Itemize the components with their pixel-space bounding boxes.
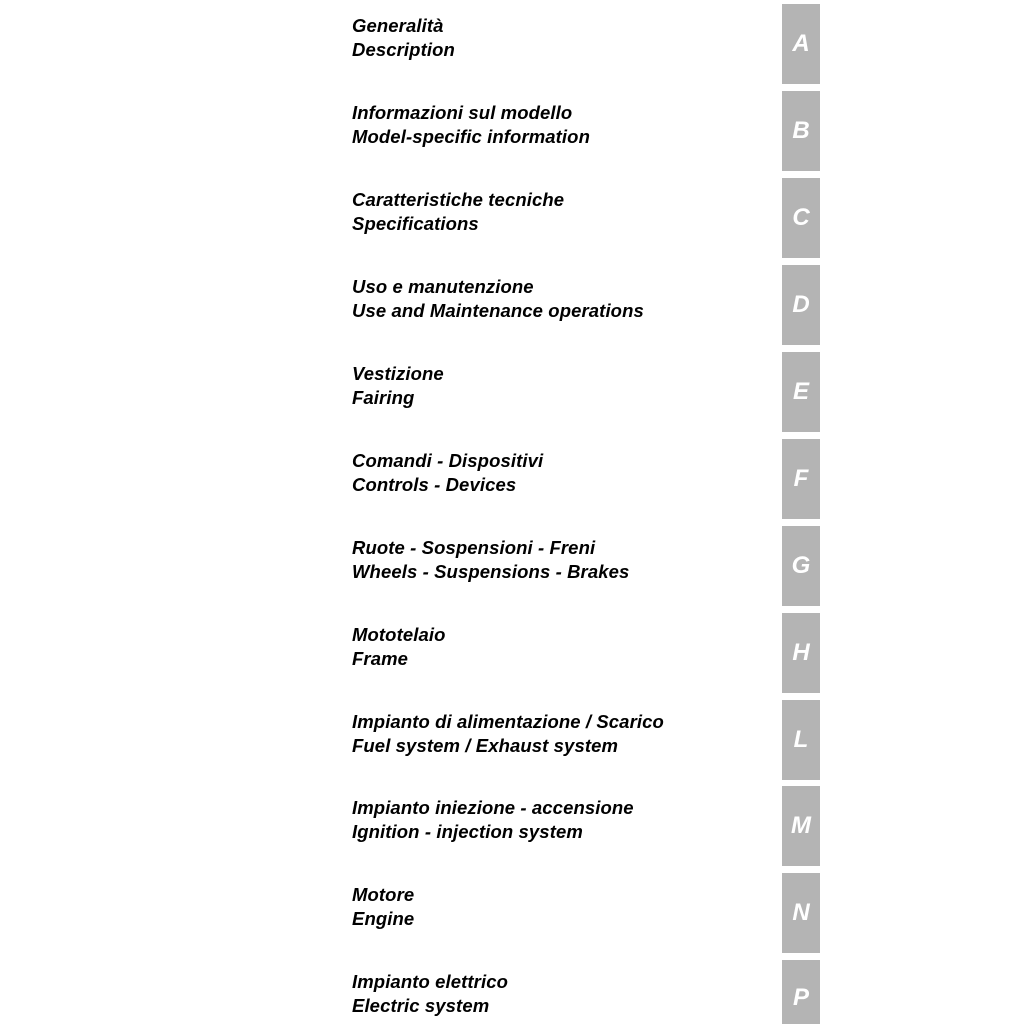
toc-entry-text: [352, 970, 762, 1018]
toc-entry-d: [0, 265, 1024, 345]
section-tab-letter: E: [792, 378, 809, 405]
section-title-english: Wheels - Suspensions - Brakes: [352, 561, 630, 582]
section-title-italian: Motore: [352, 884, 415, 905]
section-title-english: Controls - Devices: [352, 474, 517, 495]
section-tab-letter: F: [793, 465, 809, 492]
section-title-italian: Mototelaio: [352, 624, 446, 645]
section-tab-letter: L: [793, 726, 809, 753]
section-title-italian: Uso e manutenzione: [352, 276, 534, 297]
toc-entry-text: [352, 883, 762, 931]
toc-entry-text: [352, 101, 762, 149]
toc-entry-text: [352, 362, 762, 410]
section-title-english: Specifications: [352, 213, 479, 234]
section-title-english: Engine: [352, 908, 415, 929]
section-title-italian: Vestizione: [352, 363, 444, 384]
section-tab-f[interactable]: [782, 439, 820, 519]
toc-entry-n: [0, 873, 1024, 953]
section-title-english: Description: [352, 39, 455, 60]
section-tab-n[interactable]: [782, 873, 820, 953]
section-tab-letter: H: [792, 639, 810, 666]
section-tab-c[interactable]: [782, 178, 820, 258]
section-tab-m[interactable]: [782, 786, 820, 866]
toc-entry-c: [0, 178, 1024, 258]
section-title-english: Fairing: [352, 387, 415, 408]
section-title-italian: Impianto elettrico: [352, 971, 508, 992]
toc-entry-text: [352, 14, 762, 62]
section-title-italian: Generalità: [352, 15, 444, 36]
section-tab-g[interactable]: [782, 526, 820, 606]
section-tab-letter: N: [792, 899, 810, 926]
toc-entry-a: [0, 4, 1024, 84]
toc-entry-text: [352, 188, 762, 236]
section-title-english: Electric system: [352, 995, 490, 1016]
toc-entry-text: [352, 710, 762, 758]
section-title-italian: Ruote - Sospensioni - Freni: [352, 537, 596, 558]
section-title-english: Use and Maintenance operations: [352, 300, 644, 321]
section-tab-letter: C: [792, 204, 810, 231]
section-title-english: Fuel system / Exhaust system: [352, 735, 619, 756]
section-tab-p[interactable]: [782, 960, 820, 1024]
section-tab-letter: B: [792, 117, 810, 144]
section-tab-l[interactable]: [782, 700, 820, 780]
toc-entry-f: [0, 439, 1024, 519]
section-tab-letter: D: [792, 291, 810, 318]
section-tab-e[interactable]: [782, 352, 820, 432]
section-title-italian: Comandi - Dispositivi: [352, 450, 544, 471]
section-tab-letter: G: [791, 552, 811, 579]
section-tab-b[interactable]: [782, 91, 820, 171]
section-tab-h[interactable]: [782, 613, 820, 693]
section-tab-letter: P: [792, 984, 809, 1011]
section-title-italian: Impianto iniezione - accensione: [352, 797, 634, 818]
toc-entry-text: [352, 796, 762, 844]
toc-entry-text: [352, 536, 762, 584]
section-title-english: Ignition - injection system: [352, 821, 583, 842]
toc-entry-text: [352, 449, 762, 497]
toc-entry-e: [0, 352, 1024, 432]
toc-entry-g: [0, 526, 1024, 606]
section-tab-a[interactable]: [782, 4, 820, 84]
section-tab-letter: A: [792, 30, 810, 57]
section-title-italian: Impianto di alimentazione / Scarico: [352, 711, 664, 732]
toc-entry-h: [0, 613, 1024, 693]
section-tab-d[interactable]: [782, 265, 820, 345]
toc-entry-text: [352, 275, 762, 323]
toc-entry-text: [352, 623, 762, 671]
toc-entry-b: [0, 91, 1024, 171]
toc-entry-l: [0, 700, 1024, 780]
section-title-italian: Informazioni sul modello: [352, 102, 573, 123]
toc-entry-p: [0, 960, 1024, 1024]
section-title-english: Model-specific information: [352, 126, 590, 147]
toc-entry-m: [0, 786, 1024, 866]
section-title-italian: Caratteristiche tecniche: [352, 189, 565, 210]
section-tab-letter: M: [791, 812, 811, 839]
section-title-english: Frame: [352, 648, 409, 669]
